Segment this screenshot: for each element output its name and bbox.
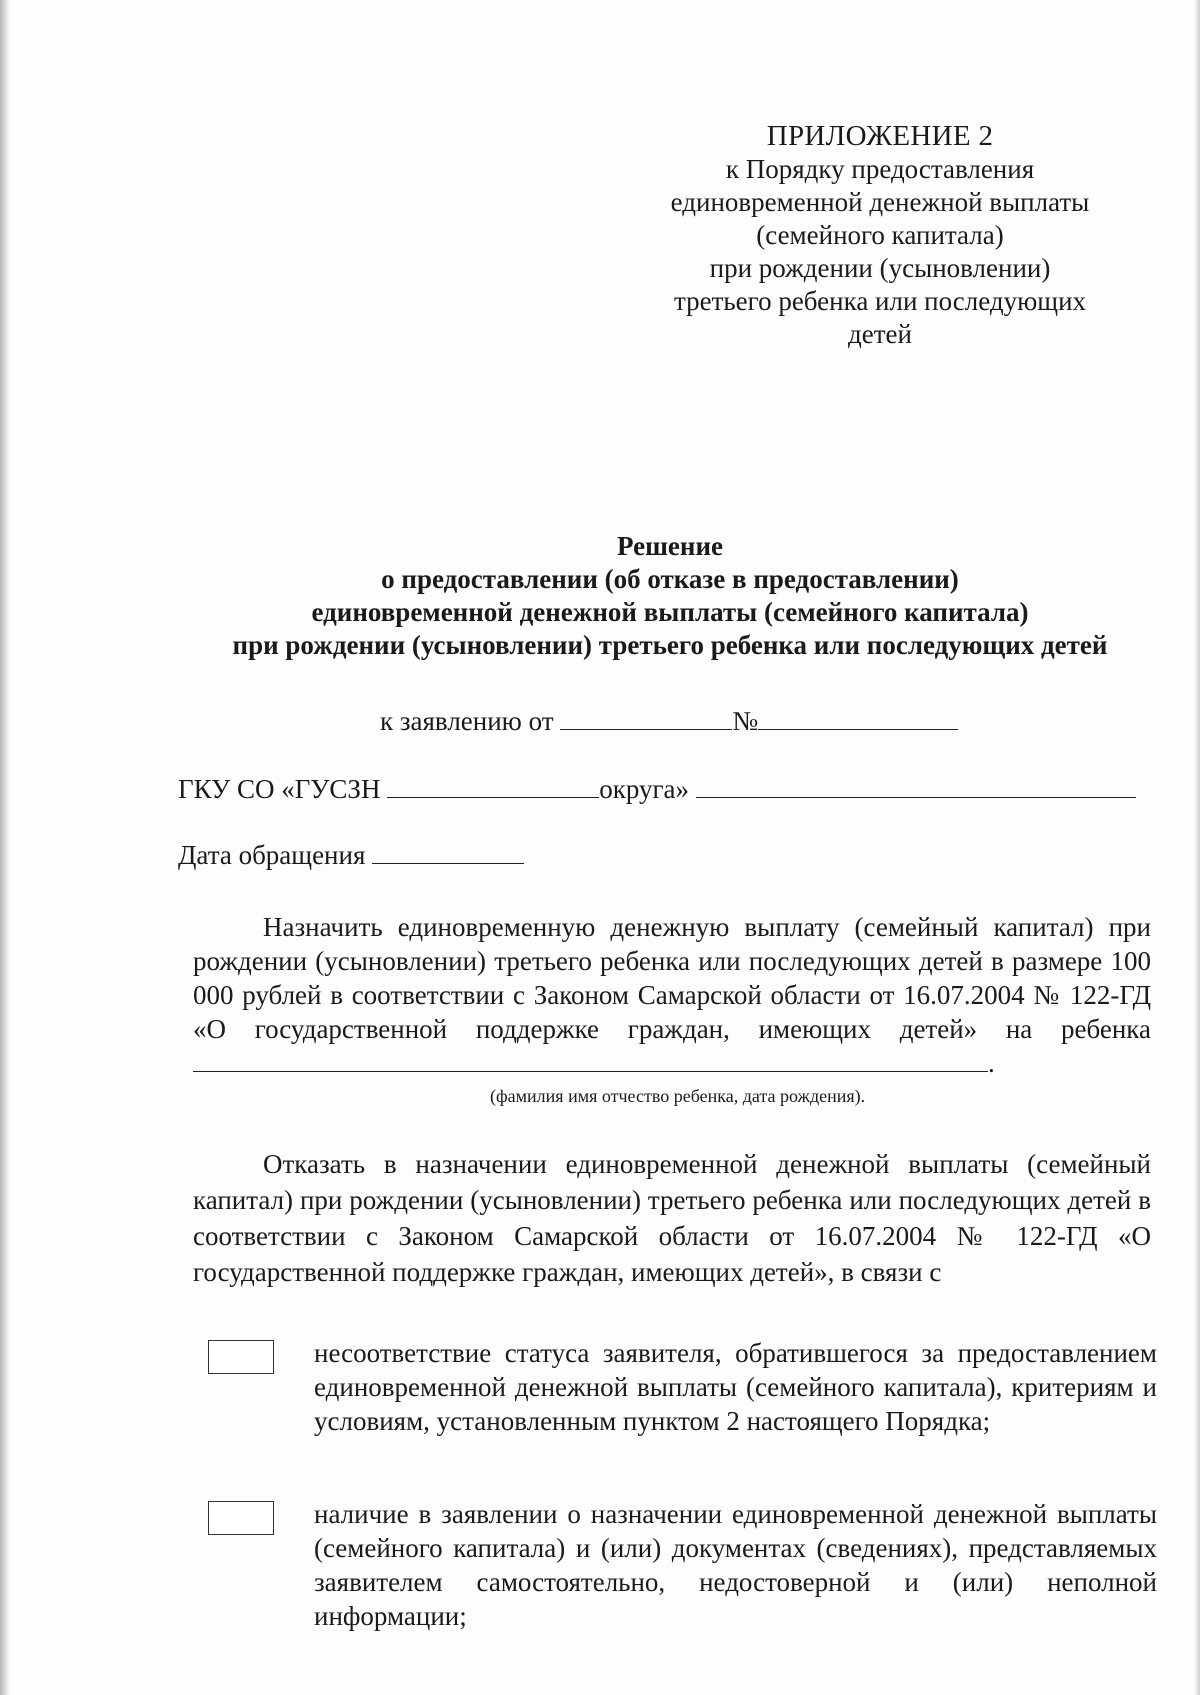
reason-checkbox[interactable]: [208, 1501, 274, 1535]
agency-district-field[interactable]: [387, 772, 599, 798]
application-number-field[interactable]: [758, 704, 958, 730]
appendix-line: к Порядку предоставления: [725, 154, 1035, 184]
reason-item: [208, 1336, 1158, 1438]
agency-line: [178, 772, 1136, 806]
scan-shadow-left: [0, 0, 10, 1695]
appendix-line: детей: [848, 319, 912, 349]
decision-heading: [170, 530, 1170, 662]
request-date-label: Дата обращения: [178, 840, 366, 870]
application-date-field[interactable]: [560, 704, 732, 730]
refusal-paragraph: [193, 1146, 1151, 1290]
decision-subtitle-line: единовременной денежной выплаты (семейного капитала): [311, 597, 1029, 627]
reason-text: несоответствие статуса заявителя, обратившегося за предоставлением единовременной денежной выплаты (семейного капитала), критериям и условиям, установленным пунктом 2 настоящего Порядка;: [314, 1338, 1157, 1436]
decision-subtitle-line: при рождении (усыновлении) третьего ребенка или последующих детей: [232, 630, 1108, 660]
reason-text: наличие в заявлении о назначении единовременной денежной выплаты (семейного капитала) и (или) документах (сведениях), представляемых заявителем самостоятельно, недостоверной и (или) неполной информации;: [314, 1499, 1157, 1631]
appendix-line: при рождении (усыновлении): [709, 253, 1051, 283]
scan-shadow-right: [1194, 0, 1200, 1695]
grant-end: .: [988, 1048, 995, 1078]
agency-prefix: ГКУ СО «ГУСЗН: [178, 774, 381, 804]
refusal-text: Отказать в назначении единовременной денежной выплаты (семейный капитал) при рождении (усыновлении) третьего ребенка или последующих детей в соответствии с Законом Самарской области от 16.07.2004 № 122-ГД «О государственной поддержке граждан, имеющих детей», в связи с: [193, 1149, 1151, 1287]
decision-title: Решение: [617, 531, 723, 561]
request-date-line: [178, 838, 524, 872]
agency-suffix: округа»: [599, 774, 690, 804]
appendix-line: единовременной денежной выплаты: [670, 187, 1090, 217]
grant-paragraph: [193, 910, 1151, 1080]
request-date-field[interactable]: [372, 838, 524, 864]
appendix-header: [640, 120, 1120, 351]
decision-subtitle-line: о предоставлении (об отказе в предоставлении): [381, 564, 959, 594]
appendix-line: третьего ребенка или последующих: [673, 286, 1087, 316]
agency-name-field[interactable]: [696, 772, 1136, 798]
child-info-field[interactable]: [193, 1046, 988, 1072]
appendix-line: (семейного капитала): [756, 220, 1004, 250]
appendix-title: ПРИЛОЖЕНИЕ 2: [766, 120, 994, 152]
child-info-caption: (фамилия имя отчество ребенка, дата рождения).: [490, 1086, 866, 1106]
number-sign: №: [732, 706, 759, 736]
grant-text: Назначить единовременную денежную выплату (семейный капитал) при рождении (усыновлении) третьего ребенка или последующих детей в размере 100 000 рублей в соответствии с Законом Самарской области от 16.07.2004 № 122-ГД «О государственной поддержке граждан, имеющих детей» на ребенка: [193, 912, 1151, 1044]
application-line: [380, 704, 958, 738]
application-prefix: к заявлению от: [380, 706, 554, 736]
reason-item: [208, 1497, 1158, 1633]
reason-checkbox[interactable]: [208, 1340, 274, 1374]
